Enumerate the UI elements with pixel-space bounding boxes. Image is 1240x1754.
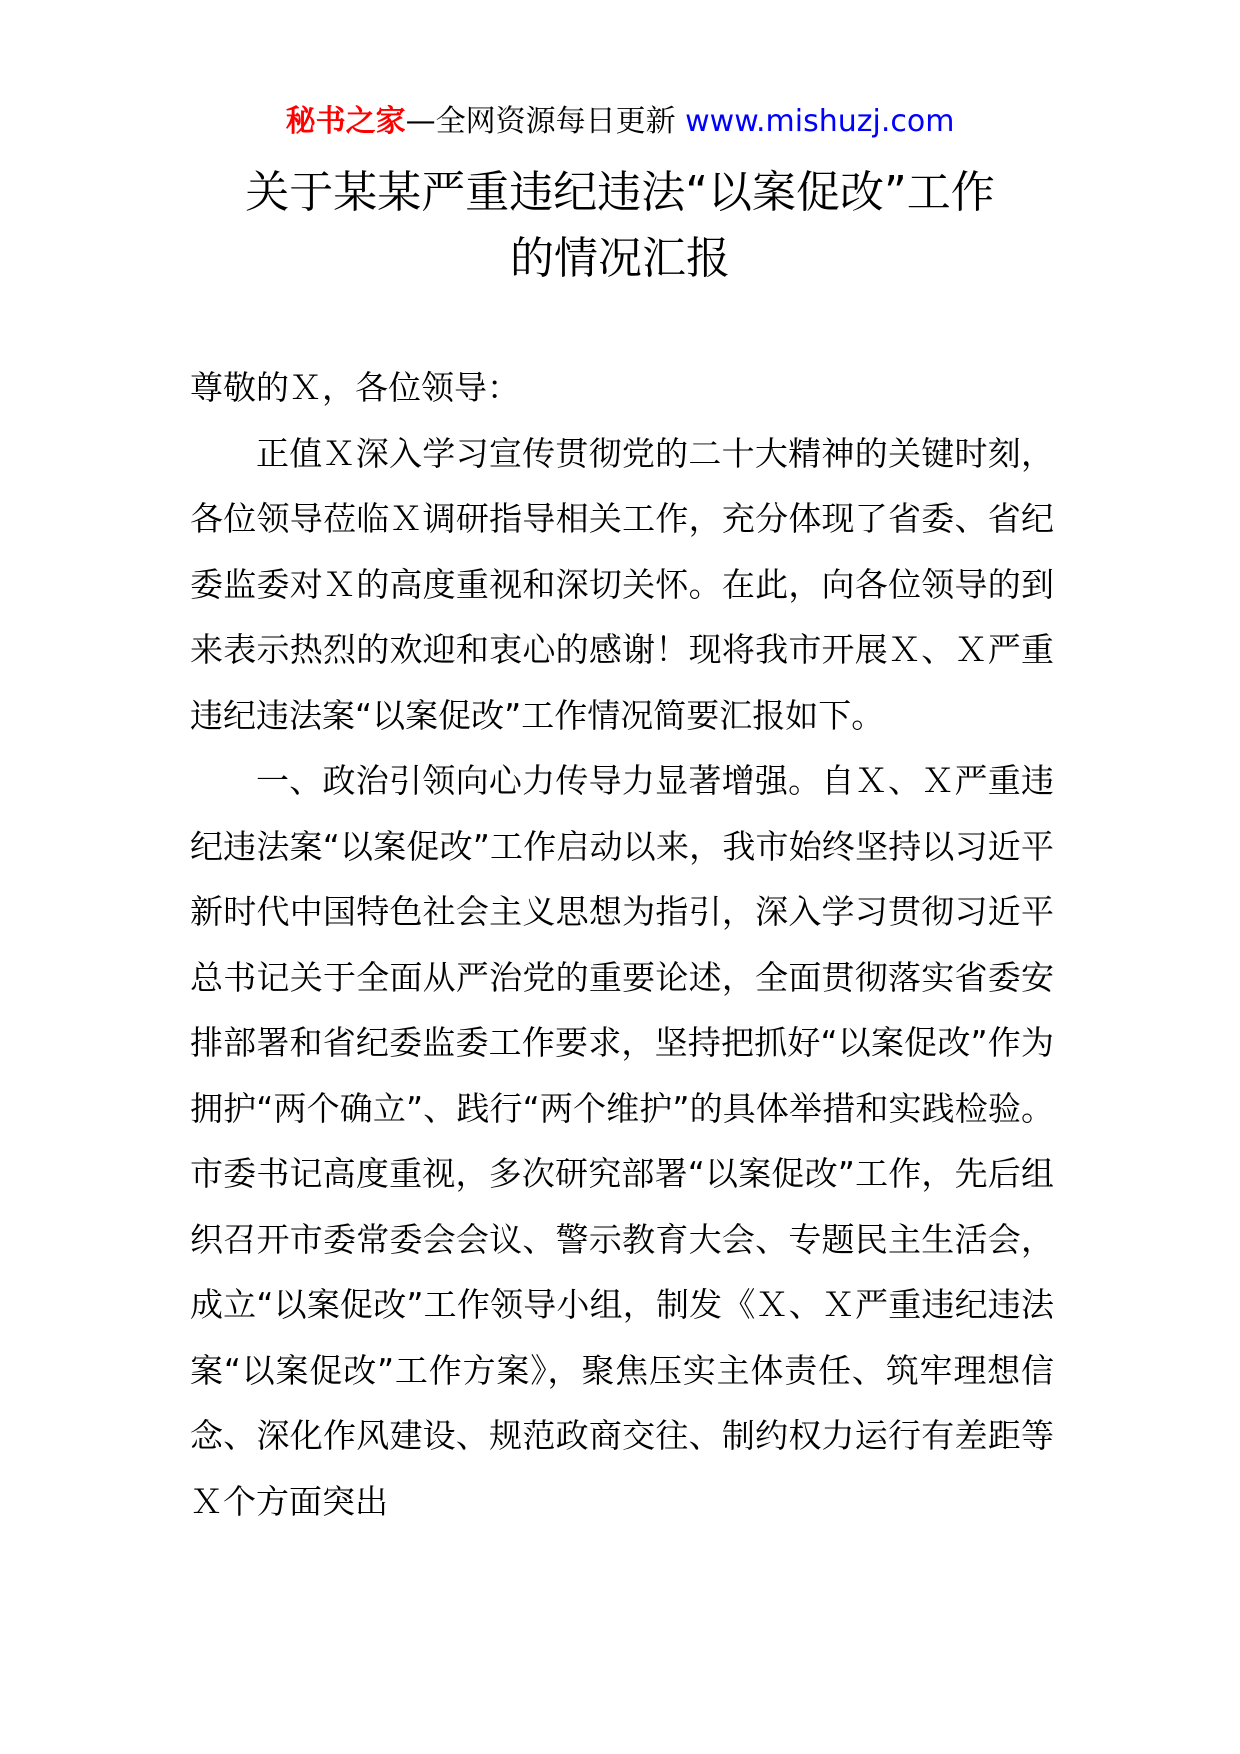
site-tagline: —全网资源每日更新 (405, 104, 676, 139)
document-body (190, 355, 1054, 1534)
document-title-line-1: 关于某某严重违纪违法“以案促改”工作 (245, 167, 995, 218)
document-title-line-2: 的情况汇报 (510, 233, 730, 284)
paragraph-intro: 正值Ｘ深入学习宣传贯彻党的二十大精神的关键时刻，各位领导莅临Ｘ调研指导相关工作，充分体现了省委、省纪委监委对Ｘ的高度重视和深切关怀。在此，向各位领导的到来表示热烈的欢迎和衷心的感谢！现将我市开展Ｘ、Ｘ严重违纪违法案“以案促改”工作情况简要汇报如下。 (190, 433, 1054, 735)
document-title (190, 160, 1050, 292)
site-url-link[interactable]: www.mishuzj.com (685, 104, 955, 139)
site-header (0, 100, 1240, 144)
salutation: 尊敬的Ｘ，各位领导： (190, 368, 520, 407)
site-name: 秘书之家 (285, 104, 406, 139)
paragraph-section-one: 一、政治引领向心力传导力显著增强。自Ｘ、Ｘ严重违纪违法案“以案促改”工作启动以来，我市始终坚持以习近平新时代中国特色社会主义思想为指引，深入学习贯彻习近平总书记关于全面从严治党的重要论述，全面贯彻落实省委安排部署和省纪委监委工作要求，坚持把抓好“以案促改”作为拥护“两个确立”、践行“两个维护”的具体举措和实践检验。市委书记高度重视，多次研究部署“以案促改”工作，先后组织召开市委常委会会议、警示教育大会、专题民主生活会，成立“以案促改”工作领导小组，制发《Ｘ、Ｘ严重违纪违法案“以案促改”工作方案》，聚焦压实主体责任、筑牢理想信念、深化作风建设、规范政商交往、制约权力运行有差距等Ｘ个方面突出 (190, 761, 1054, 1521)
